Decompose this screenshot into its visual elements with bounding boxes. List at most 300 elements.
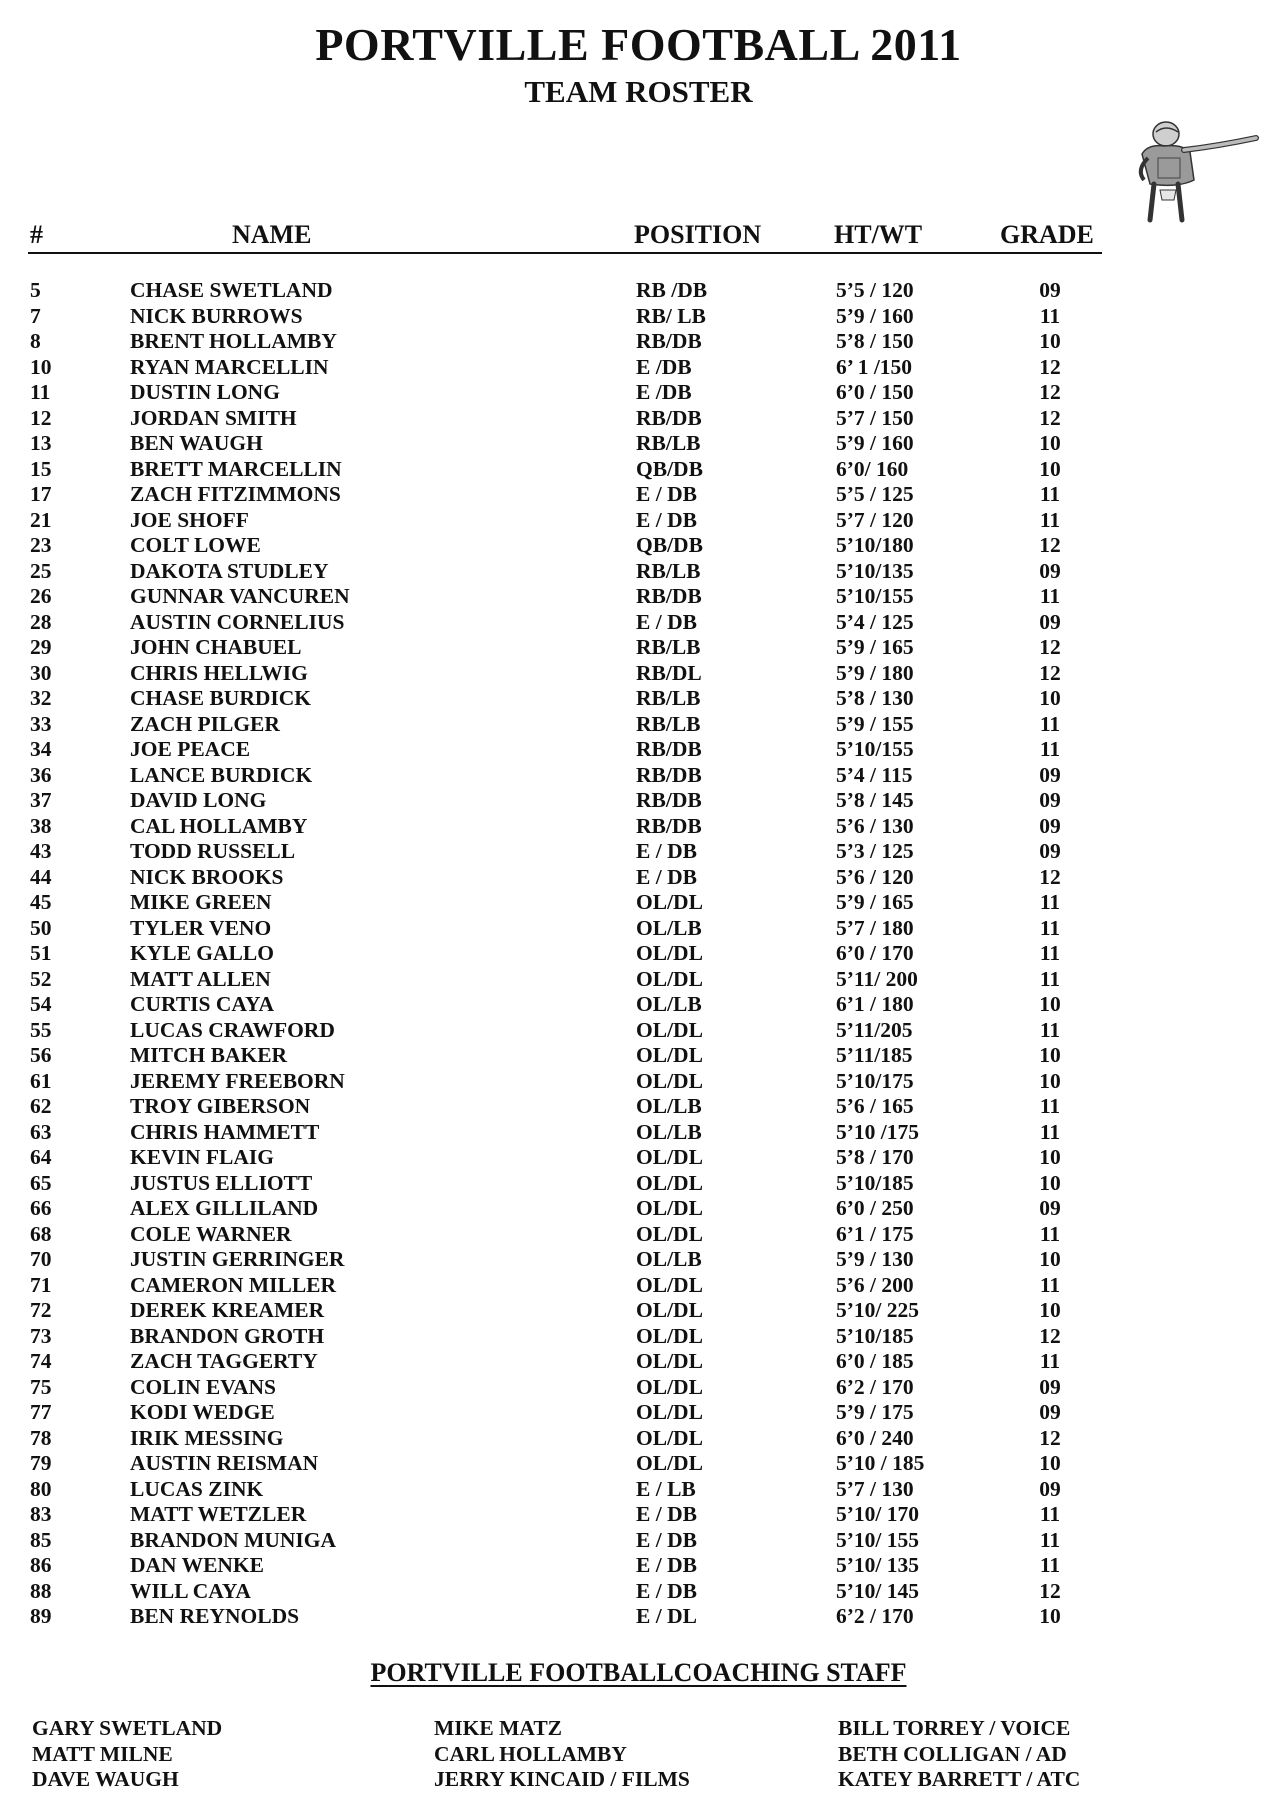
table-row [0, 1349, 1277, 1375]
table-row [0, 890, 1277, 916]
player-grade: 11 [1039, 507, 1061, 532]
player-number: 75 [30, 1374, 52, 1399]
table-row [0, 635, 1277, 661]
player-position: OL/DL [636, 1068, 703, 1093]
player-position: OL/DL [636, 1400, 703, 1424]
player-htwt: 5’6 / 200 [836, 1272, 914, 1297]
player-grade: 12 [1039, 635, 1061, 659]
player-name: JOE PEACE [130, 737, 251, 761]
table-row [0, 610, 1277, 636]
staff-member: MATT MILNE [32, 1741, 173, 1766]
player-grade: 10 [1039, 1298, 1061, 1322]
player-position: E / LB [636, 1476, 696, 1501]
player-name: BRANDON MUNIGA [130, 1527, 337, 1552]
player-grade: 11 [1039, 711, 1061, 736]
player-htwt: 5’9 / 165 [836, 890, 914, 914]
player-htwt: 6’0 / 170 [836, 941, 914, 965]
player-position: OL/DL [636, 966, 703, 991]
table-row [0, 916, 1277, 942]
player-number: 17 [30, 482, 52, 506]
player-number: 74 [30, 1349, 52, 1373]
table-row [0, 992, 1277, 1018]
player-position: RB/LB [636, 711, 701, 736]
player-name: JUSTUS ELLIOTT [130, 1170, 313, 1195]
player-number: 8 [30, 329, 41, 353]
player-position: RB /DB [636, 278, 708, 302]
player-position: OL/DL [636, 1043, 703, 1067]
player-name: IRIK MESSING [130, 1425, 284, 1450]
player-position: RB/DB [636, 762, 702, 787]
table-row [0, 508, 1277, 534]
player-number: 43 [30, 839, 52, 863]
player-position: OL/DL [636, 1323, 703, 1348]
player-htwt: 5’10 / 185 [836, 1451, 925, 1475]
player-number: 34 [30, 737, 52, 761]
player-number: 88 [30, 1578, 52, 1603]
player-name: TROY GIBERSON [130, 1094, 311, 1118]
header-htwt: HT/WT [834, 220, 923, 249]
player-number: 12 [30, 405, 52, 430]
player-number: 66 [30, 1196, 52, 1220]
player-grade: 11 [1039, 1221, 1061, 1246]
player-number: 80 [30, 1476, 52, 1501]
player-number: 51 [30, 941, 52, 965]
player-number: 61 [30, 1068, 52, 1093]
table-row [0, 482, 1277, 508]
player-name: AUSTIN REISMAN [130, 1451, 319, 1475]
player-grade: 11 [1039, 1502, 1061, 1526]
player-grade: 11 [1039, 1553, 1061, 1577]
player-name: CURTIS CAYA [130, 992, 275, 1016]
player-htwt: 6’2 / 170 [836, 1604, 914, 1628]
staff-member: BETH COLLIGAN / AD [838, 1741, 1067, 1766]
table-row [0, 1324, 1277, 1350]
player-grade: 10 [1039, 1604, 1061, 1628]
player-name: MIKE GREEN [130, 890, 272, 914]
player-htwt: 5’11/205 [836, 1017, 913, 1042]
table-row [0, 763, 1277, 789]
player-htwt: 5’10/185 [836, 1323, 914, 1348]
table-row [0, 839, 1277, 865]
player-name: CHASE SWETLAND [130, 278, 333, 302]
player-htwt: 5’3 / 125 [836, 839, 914, 863]
player-grade: 09 [1039, 558, 1061, 583]
header-grade: GRADE [1000, 220, 1094, 249]
table-row [0, 1528, 1277, 1554]
table-row [0, 1018, 1277, 1044]
player-position: E / DB [636, 609, 697, 634]
player-grade: 09 [1039, 788, 1061, 812]
player-number: 62 [30, 1094, 52, 1118]
player-name: JORDAN SMITH [130, 405, 297, 430]
staff-member: JERRY KINCAID / FILMS [434, 1767, 690, 1791]
player-position: RB/LB [636, 558, 701, 583]
player-grade: 12 [1039, 533, 1061, 557]
player-grade: 10 [1039, 1170, 1061, 1195]
table-row [0, 1426, 1277, 1452]
player-grade: 12 [1039, 380, 1061, 404]
player-grade: 12 [1039, 660, 1061, 685]
player-position: OL/DL [636, 1017, 703, 1042]
player-name: DAN WENKE [130, 1553, 264, 1577]
player-number: 26 [30, 584, 52, 608]
player-name: COLE WARNER [130, 1221, 292, 1246]
page-subtitle: TEAM ROSTER [524, 74, 753, 109]
player-grade: 10 [1039, 1068, 1061, 1093]
player-number: 89 [30, 1604, 52, 1628]
player-position: OL/DL [636, 1272, 703, 1297]
player-position: OL/LB [636, 1094, 702, 1118]
player-htwt: 5’8 / 145 [836, 788, 914, 812]
table-row [0, 1171, 1277, 1197]
table-row [0, 788, 1277, 814]
player-position: E / DB [636, 1527, 697, 1552]
table-row [0, 304, 1277, 330]
player-htwt: 5’7 / 130 [836, 1476, 914, 1501]
player-grade: 11 [1039, 1527, 1061, 1552]
player-name: CHRIS HAMMETT [130, 1119, 320, 1144]
player-htwt: 5’10/185 [836, 1170, 914, 1195]
player-position: RB/LB [636, 686, 701, 710]
player-grade: 10 [1039, 329, 1061, 353]
player-number: 64 [30, 1145, 52, 1169]
player-htwt: 6’1 / 180 [836, 992, 914, 1016]
player-grade: 12 [1039, 1425, 1061, 1450]
football-player-pointing-icon [1128, 118, 1268, 228]
player-number: 86 [30, 1553, 52, 1577]
player-number: 38 [30, 813, 52, 838]
player-position: OL/DL [636, 1170, 703, 1195]
player-htwt: 5’10 /175 [836, 1119, 920, 1144]
table-row [0, 1247, 1277, 1273]
player-number: 63 [30, 1119, 52, 1144]
player-position: OL/LB [636, 1247, 702, 1271]
player-number: 70 [30, 1247, 52, 1271]
table-row [0, 533, 1277, 559]
player-position: E / DB [636, 507, 697, 532]
player-position: OL/DL [636, 1145, 703, 1169]
table-row [0, 584, 1277, 610]
table-row [0, 1502, 1277, 1528]
player-position: OL/DL [636, 1221, 703, 1246]
player-htwt: 5’10/ 155 [836, 1527, 920, 1552]
player-position: OL/DL [636, 1451, 703, 1475]
player-grade: 11 [1039, 1094, 1061, 1118]
player-number: 32 [30, 686, 52, 710]
player-grade: 10 [1039, 992, 1061, 1016]
table-row [0, 1273, 1277, 1299]
player-grade: 09 [1039, 1400, 1061, 1424]
table-row [0, 1145, 1277, 1171]
player-htwt: 5’9 / 165 [836, 635, 914, 659]
player-htwt: 5’9 / 180 [836, 660, 914, 685]
player-name: DEREK KREAMER [130, 1298, 325, 1322]
player-position: RB/DB [636, 584, 702, 608]
player-grade: 09 [1039, 813, 1061, 838]
player-htwt: 6’ 1 /150 [836, 354, 913, 379]
player-name: CHASE BURDICK [130, 686, 311, 710]
table-row [0, 967, 1277, 993]
player-grade: 11 [1039, 1349, 1061, 1373]
player-number: 28 [30, 609, 52, 634]
player-position: E /DB [636, 380, 692, 404]
player-name: KODI WEDGE [130, 1400, 275, 1424]
player-number: 83 [30, 1502, 52, 1526]
player-position: OL/DL [636, 941, 703, 965]
player-name: CHRIS HELLWIG [130, 660, 308, 685]
table-row [0, 814, 1277, 840]
player-name: CAMERON MILLER [130, 1272, 337, 1297]
player-htwt: 5’9 / 160 [836, 431, 914, 455]
player-position: OL/DL [636, 1298, 703, 1322]
player-grade: 11 [1039, 966, 1061, 991]
player-number: 65 [30, 1170, 52, 1195]
player-position: QB/DB [636, 456, 703, 481]
player-htwt: 5’8 / 150 [836, 329, 914, 353]
player-number: 44 [30, 864, 52, 889]
player-number: 13 [30, 431, 52, 455]
player-name: BEN WAUGH [130, 431, 263, 455]
player-number: 7 [30, 303, 41, 328]
player-htwt: 5’6 / 120 [836, 864, 914, 889]
table-row [0, 1400, 1277, 1426]
table-row [0, 329, 1277, 355]
player-grade: 10 [1039, 1451, 1061, 1475]
player-position: E /DB [636, 354, 692, 379]
player-position: OL/LB [636, 915, 702, 940]
player-grade: 11 [1039, 303, 1061, 328]
player-name: JOE SHOFF [130, 507, 249, 532]
table-row [0, 1298, 1277, 1324]
player-name: LUCAS ZINK [130, 1476, 264, 1501]
player-number: 72 [30, 1298, 52, 1322]
player-number: 54 [30, 992, 52, 1016]
coaching-staff-title: PORTVILLE FOOTBALLCOACHING STAFF [370, 1658, 907, 1687]
player-grade: 12 [1039, 405, 1061, 430]
table-row [0, 406, 1277, 432]
table-row [0, 380, 1277, 406]
player-grade: 11 [1039, 1272, 1061, 1297]
player-name: LUCAS CRAWFORD [130, 1017, 335, 1042]
player-name: NICK BROOKS [130, 864, 284, 889]
player-position: E / DL [636, 1604, 697, 1628]
table-row [0, 1579, 1277, 1605]
player-number: 29 [30, 635, 52, 659]
table-row [0, 1604, 1277, 1630]
player-name: MITCH BAKER [130, 1043, 288, 1067]
player-number: 15 [30, 456, 52, 481]
player-position: E / DB [636, 839, 697, 863]
player-number: 21 [30, 507, 52, 532]
player-name: KEVIN FLAIG [130, 1145, 274, 1169]
table-row [0, 686, 1277, 712]
player-htwt: 5’9 / 130 [836, 1247, 914, 1271]
player-grade: 09 [1039, 1196, 1061, 1220]
player-htwt: 5’10/ 225 [836, 1298, 920, 1322]
player-htwt: 5’10/ 145 [836, 1578, 920, 1603]
player-name: COLIN EVANS [130, 1374, 276, 1399]
table-row [0, 712, 1277, 738]
table-row [0, 1120, 1277, 1146]
player-htwt: 5’11/ 200 [836, 966, 918, 991]
player-grade: 10 [1039, 1145, 1061, 1169]
table-row [0, 1043, 1277, 1069]
player-htwt: 5’4 / 115 [836, 762, 913, 787]
player-grade: 12 [1039, 354, 1061, 379]
player-htwt: 5’9 / 175 [836, 1400, 914, 1424]
player-htwt: 5’5 / 120 [836, 278, 914, 302]
player-htwt: 5’6 / 130 [836, 813, 914, 838]
header-name: NAME [232, 220, 312, 249]
player-position: OL/DL [636, 1349, 703, 1373]
table-row [0, 1222, 1277, 1248]
player-number: 23 [30, 533, 52, 557]
player-position: E / DB [636, 482, 697, 506]
staff-member: CARL HOLLAMBY [434, 1741, 627, 1766]
player-grade: 11 [1039, 1017, 1061, 1042]
player-number: 55 [30, 1017, 52, 1042]
roster-header [0, 220, 1277, 254]
player-htwt: 5’5 / 125 [836, 482, 914, 506]
player-position: OL/LB [636, 992, 702, 1016]
player-position: OL/DL [636, 1425, 703, 1450]
player-htwt: 6’2 / 170 [836, 1374, 914, 1399]
player-htwt: 6’1 / 175 [836, 1221, 914, 1246]
player-name: COLT LOWE [130, 533, 261, 557]
header-position: POSITION [634, 220, 762, 249]
player-grade: 09 [1039, 762, 1061, 787]
player-htwt: 5’9 / 160 [836, 303, 914, 328]
player-htwt: 5’10/155 [836, 584, 914, 608]
player-grade: 11 [1039, 584, 1061, 608]
player-number: 71 [30, 1272, 52, 1297]
player-name: CAL HOLLAMBY [130, 813, 308, 838]
player-position: RB/DB [636, 788, 702, 812]
player-position: OL/DL [636, 1196, 703, 1220]
staff-member: GARY SWETLAND [32, 1716, 223, 1740]
table-row [0, 737, 1277, 763]
table-row [0, 865, 1277, 891]
player-htwt: 5’4 / 125 [836, 609, 914, 634]
player-name: BRETT MARCELLIN [130, 456, 342, 481]
player-name: DAKOTA STUDLEY [130, 558, 329, 583]
player-htwt: 5’10/135 [836, 558, 914, 583]
player-htwt: 5’8 / 130 [836, 686, 914, 710]
player-position: RB/DB [636, 405, 702, 430]
player-name: TODD RUSSELL [130, 839, 296, 863]
player-position: QB/DB [636, 533, 703, 557]
player-name: BRENT HOLLAMBY [130, 329, 337, 353]
player-grade: 12 [1039, 864, 1061, 889]
player-number: 77 [30, 1400, 52, 1424]
player-number: 10 [30, 354, 52, 379]
header-number: # [30, 220, 43, 249]
player-name: RYAN MARCELLIN [130, 354, 329, 379]
player-grade: 12 [1039, 1323, 1061, 1348]
player-grade: 10 [1039, 1043, 1061, 1067]
player-position: OL/LB [636, 1119, 702, 1144]
table-row [0, 1375, 1277, 1401]
player-name: LANCE BURDICK [130, 762, 313, 787]
roster-table [0, 278, 1277, 1630]
player-position: E / DB [636, 1502, 697, 1526]
table-row [0, 1094, 1277, 1120]
player-name: MATT WETZLER [130, 1502, 307, 1526]
player-number: 73 [30, 1323, 52, 1348]
player-grade: 09 [1039, 278, 1061, 302]
player-position: RB/DB [636, 813, 702, 838]
staff-member: DAVE WAUGH [32, 1767, 179, 1791]
player-htwt: 5’10/ 170 [836, 1502, 920, 1526]
player-htwt: 5’7 / 150 [836, 405, 914, 430]
player-name: ZACH TAGGERTY [130, 1349, 318, 1373]
player-name: JOHN CHABUEL [130, 635, 302, 659]
player-name: JEREMY FREEBORN [130, 1068, 345, 1093]
player-name: GUNNAR VANCUREN [130, 584, 350, 608]
table-row [0, 661, 1277, 687]
player-position: RB/DB [636, 737, 702, 761]
player-name: ZACH FITZIMMONS [130, 482, 341, 506]
player-name: ZACH PILGER [130, 711, 280, 736]
table-row [0, 1069, 1277, 1095]
player-name: JUSTIN GERRINGER [130, 1247, 345, 1271]
table-row [0, 355, 1277, 381]
staff-column-3 [838, 1716, 1080, 1793]
player-number: 11 [30, 380, 51, 404]
table-row [0, 941, 1277, 967]
player-position: E / DB [636, 1578, 697, 1603]
player-htwt: 5’11/185 [836, 1043, 913, 1067]
staff-member: MIKE MATZ [434, 1716, 563, 1740]
table-row [0, 559, 1277, 585]
player-number: 50 [30, 915, 52, 940]
player-htwt: 5’10/ 135 [836, 1553, 920, 1577]
table-row [0, 1451, 1277, 1477]
player-htwt: 5’6 / 165 [836, 1094, 914, 1118]
player-htwt: 6’0 / 185 [836, 1349, 914, 1373]
staff-member: KATEY BARRETT / ATC [838, 1767, 1081, 1791]
player-htwt: 5’10/175 [836, 1068, 914, 1093]
player-name: DAVID LONG [130, 788, 267, 812]
table-row [0, 1196, 1277, 1222]
player-name: WILL CAYA [130, 1578, 251, 1603]
player-number: 45 [30, 890, 52, 914]
player-number: 85 [30, 1527, 52, 1552]
player-number: 52 [30, 966, 52, 991]
player-number: 37 [30, 788, 52, 812]
player-number: 25 [30, 558, 52, 583]
player-grade: 11 [1039, 482, 1061, 506]
player-grade: 11 [1039, 915, 1061, 940]
player-htwt: 5’7 / 120 [836, 507, 914, 532]
player-position: RB/LB [636, 431, 701, 455]
player-htwt: 5’10/155 [836, 737, 914, 761]
staff-column-2 [434, 1716, 690, 1793]
player-number: 56 [30, 1043, 52, 1067]
player-number: 68 [30, 1221, 52, 1246]
player-name: BRANDON GROTH [130, 1323, 325, 1348]
table-row [0, 1553, 1277, 1579]
player-position: RB/LB [636, 635, 701, 659]
player-grade: 09 [1039, 609, 1061, 634]
player-name: AUSTIN CORNELIUS [130, 609, 345, 634]
player-grade: 10 [1039, 431, 1061, 455]
player-grade: 11 [1039, 737, 1061, 761]
player-position: RB/ LB [636, 303, 706, 328]
table-row [0, 431, 1277, 457]
player-name: MATT ALLEN [130, 966, 271, 991]
header-underline [28, 252, 1102, 254]
